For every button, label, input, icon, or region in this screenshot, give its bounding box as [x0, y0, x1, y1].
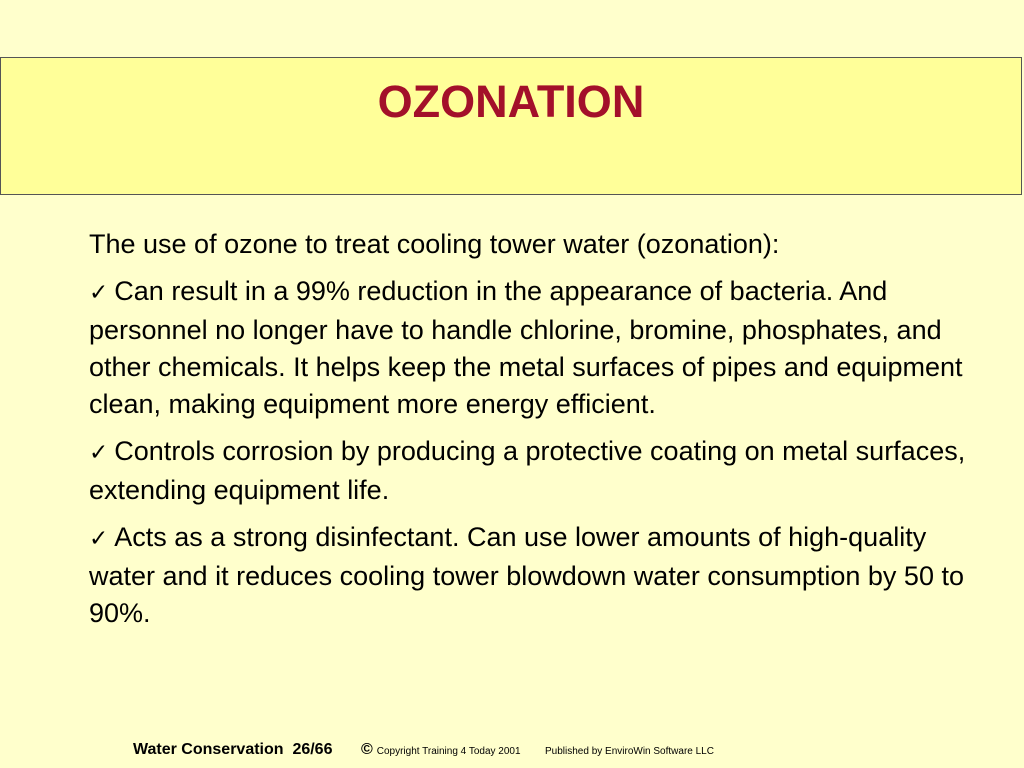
intro-text: The use of ozone to treat cooling tower water (ozonation): [89, 229, 780, 259]
bullet-item [89, 433, 989, 509]
slide-content [89, 226, 989, 642]
bullet-text: Can result in a 99% reduction in the appearance of bacteria. And personnel no longer have to handle chlorine, bromine, phosphates, and other chemicals. It helps keep the metal surfaces of pipes and equipment clean, making equipment more energy efficient. [89, 276, 963, 419]
bullet-text: Controls corrosion by producing a protective coating on metal surfaces, extending equipment life. [89, 436, 966, 505]
bullet-text: Acts as a strong disinfectant. Can use lower amounts of high-quality water and it reduces cooling tower blowdown water consumption by 50 to 90%. [89, 522, 964, 628]
footer-copyright: Copyright Training 4 Today 2001 [376, 746, 521, 757]
footer-publisher: Published by EnviroWin Software LLC [545, 746, 714, 757]
slide-title: OZONATION [377, 76, 645, 127]
title-box [0, 57, 1022, 195]
checkmark-icon: ✓ [89, 280, 109, 306]
bullet-item [89, 519, 989, 632]
footer-course: Water Conservation [133, 741, 284, 758]
checkmark-icon: ✓ [89, 526, 109, 552]
footer [133, 741, 714, 761]
copyright-icon: © [360, 741, 373, 758]
footer-page-number: 26/66 [292, 741, 333, 758]
bullet-item [89, 273, 989, 423]
checkmark-icon: ✓ [89, 440, 109, 466]
